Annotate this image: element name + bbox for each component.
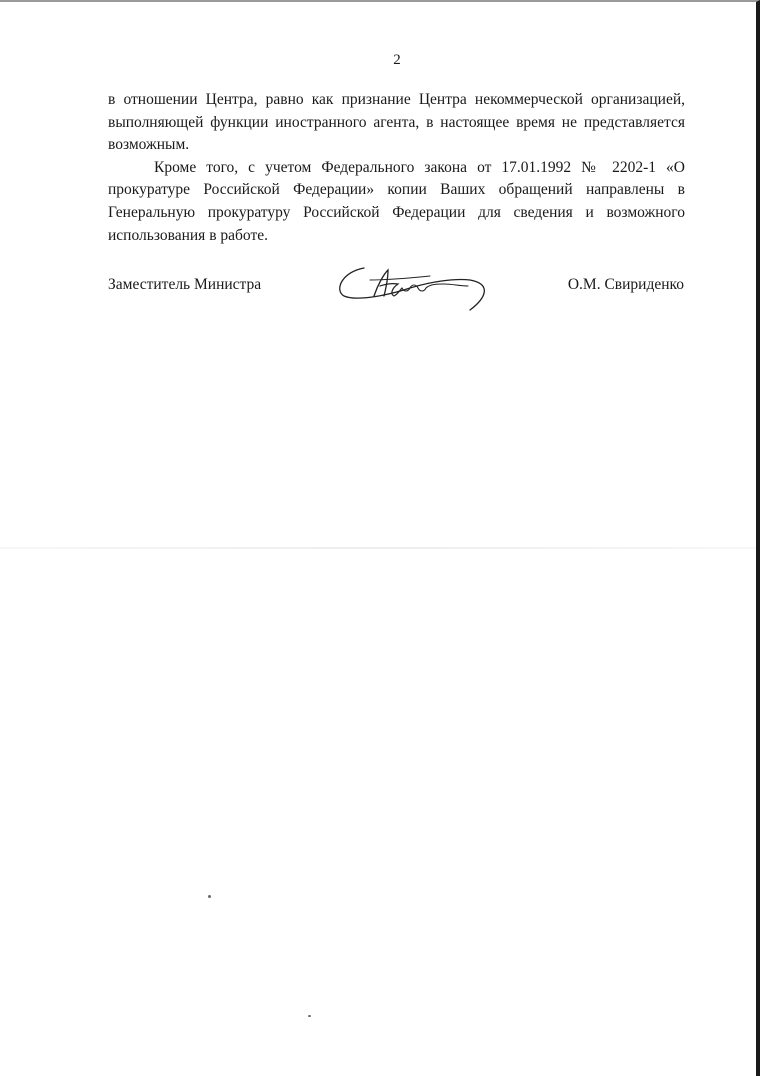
paragraph-conclusion: в отношении Центра, равно как признание Центра некоммерческой организацией, выполняющей функции иностранного агента, в настоящее время не представляется возможным. — [108, 91, 685, 154]
signatory-name: О.М. Свириденко — [567, 276, 684, 293]
handwritten-signature — [334, 264, 504, 314]
scan-speck — [208, 895, 211, 898]
paragraph-referral: Кроме того, с учетом Федерального закона от 17.01.1992 № 2202-1 «О прокуратуре Российской Федерации» копии Ваших обращений направлены в Генеральную прокуратуру Российской Федерации для сведения и возможного использования в работе. — [108, 158, 685, 244]
page-number: 2 — [393, 52, 401, 68]
letter-body — [108, 89, 685, 247]
paper-fold-line — [0, 547, 756, 549]
signature-block — [108, 264, 688, 314]
signatory-title: Заместитель Министра — [108, 276, 262, 293]
scan-speck — [308, 1015, 311, 1017]
